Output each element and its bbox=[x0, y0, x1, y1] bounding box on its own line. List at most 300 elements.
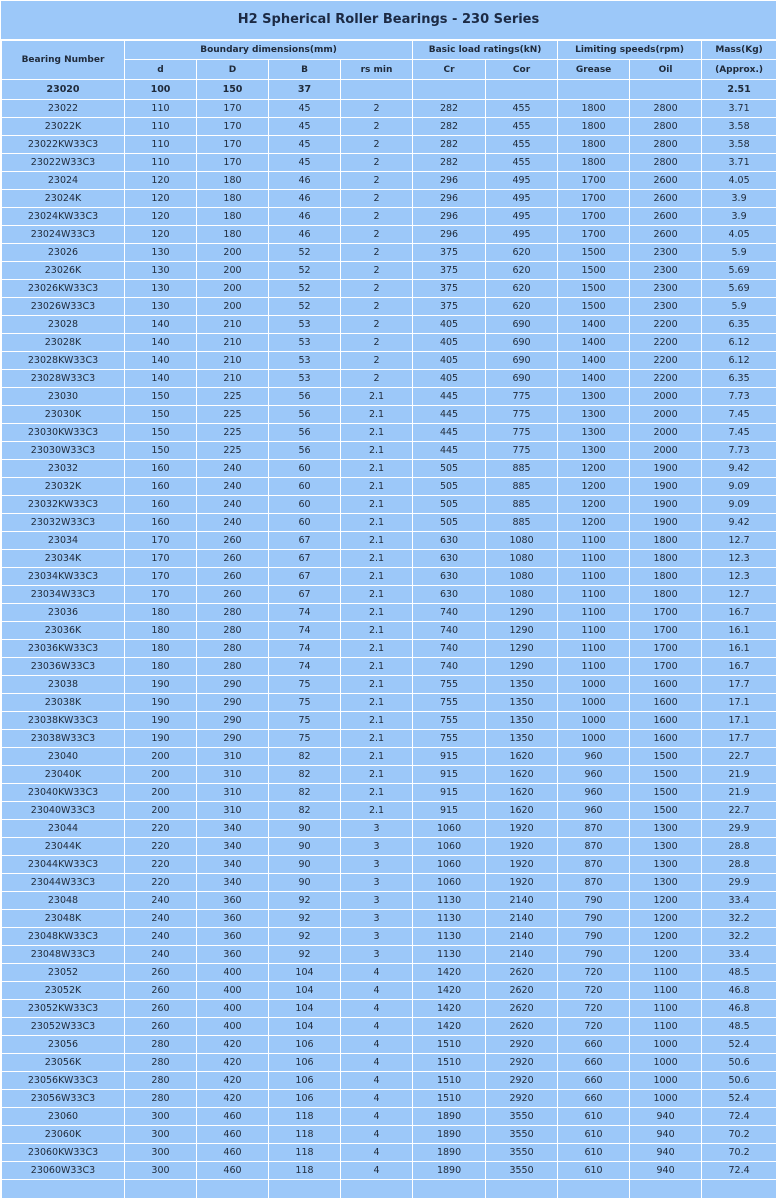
table-cell: 5.69 bbox=[702, 280, 777, 298]
table-cell: 790 bbox=[558, 928, 630, 946]
table-cell: 1130 bbox=[413, 946, 486, 964]
table-cell: 420 bbox=[197, 1090, 269, 1108]
table-cell: 360 bbox=[197, 946, 269, 964]
table-cell: 67 bbox=[269, 550, 341, 568]
table-cell-empty bbox=[2, 1180, 125, 1199]
table-cell: 2300 bbox=[630, 298, 702, 316]
table-cell: 740 bbox=[413, 604, 486, 622]
table-cell: 23048W33C3 bbox=[2, 946, 125, 964]
table-row bbox=[2, 280, 777, 298]
table-cell: 16.7 bbox=[702, 604, 777, 622]
table-cell: 29.9 bbox=[702, 874, 777, 892]
table-cell: 2 bbox=[341, 118, 413, 136]
table-cell: 1890 bbox=[413, 1108, 486, 1126]
header-cor: Cor bbox=[486, 60, 558, 80]
table-row-first bbox=[2, 80, 777, 100]
table-cell: 23044W33C3 bbox=[2, 874, 125, 892]
table-cell: 282 bbox=[413, 136, 486, 154]
table-cell: 260 bbox=[125, 1000, 197, 1018]
table-cell: 1500 bbox=[630, 802, 702, 820]
table-cell: 1130 bbox=[413, 892, 486, 910]
table-cell: 1420 bbox=[413, 1000, 486, 1018]
table-cell: 1600 bbox=[630, 676, 702, 694]
table-cell: 755 bbox=[413, 730, 486, 748]
table-row bbox=[2, 946, 777, 964]
table-cell: 2 bbox=[341, 244, 413, 262]
table-cell: 960 bbox=[558, 802, 630, 820]
table-cell: 775 bbox=[486, 388, 558, 406]
table-cell: 104 bbox=[269, 982, 341, 1000]
table-cell: 240 bbox=[197, 460, 269, 478]
table-cell: 150 bbox=[125, 442, 197, 460]
table-cell: 110 bbox=[125, 100, 197, 118]
table-cell: 290 bbox=[197, 712, 269, 730]
table-cell: 180 bbox=[125, 658, 197, 676]
table-cell: 74 bbox=[269, 640, 341, 658]
table-cell: 2620 bbox=[486, 1000, 558, 1018]
table-cell: 290 bbox=[197, 730, 269, 748]
table-cell: 1600 bbox=[630, 712, 702, 730]
table-cell: 375 bbox=[413, 244, 486, 262]
table-cell: 1800 bbox=[558, 118, 630, 136]
table-cell: 90 bbox=[269, 874, 341, 892]
table-cell: 46 bbox=[269, 208, 341, 226]
table-cell: 23060 bbox=[2, 1108, 125, 1126]
table-cell: 405 bbox=[413, 370, 486, 388]
table-cell: 9.42 bbox=[702, 460, 777, 478]
table-cell: 60 bbox=[269, 514, 341, 532]
table-cell: 220 bbox=[125, 856, 197, 874]
table-cell: 1200 bbox=[630, 946, 702, 964]
table-cell: 3.71 bbox=[702, 100, 777, 118]
table-cell: 1100 bbox=[558, 586, 630, 604]
table-cell: 1800 bbox=[558, 136, 630, 154]
table-cell: 2 bbox=[341, 316, 413, 334]
table-cell: 23060KW33C3 bbox=[2, 1144, 125, 1162]
table-cell: 790 bbox=[558, 946, 630, 964]
table-cell: 70.2 bbox=[702, 1144, 777, 1162]
table-cell: 300 bbox=[125, 1108, 197, 1126]
table-cell: 960 bbox=[558, 766, 630, 784]
table-row bbox=[2, 802, 777, 820]
table-cell: 240 bbox=[125, 910, 197, 928]
table-cell: 92 bbox=[269, 946, 341, 964]
table-cell: 1100 bbox=[630, 1018, 702, 1036]
table-cell: 260 bbox=[197, 532, 269, 550]
table-cell: 2 bbox=[341, 172, 413, 190]
table-cell: 790 bbox=[558, 910, 630, 928]
header-outer-d: D bbox=[197, 60, 269, 80]
table-cell: 1600 bbox=[630, 694, 702, 712]
table-cell: 72.4 bbox=[702, 1162, 777, 1180]
table-cell: 280 bbox=[125, 1036, 197, 1054]
table-cell: 75 bbox=[269, 730, 341, 748]
table-cell: 23048KW33C3 bbox=[2, 928, 125, 946]
table-cell: 74 bbox=[269, 604, 341, 622]
table-cell: 460 bbox=[197, 1108, 269, 1126]
table-cell: 3 bbox=[341, 838, 413, 856]
table-cell: 23028W33C3 bbox=[2, 370, 125, 388]
table-cell: 1600 bbox=[630, 730, 702, 748]
table-cell: 118 bbox=[269, 1144, 341, 1162]
table-cell: 22.7 bbox=[702, 748, 777, 766]
table-cell: 180 bbox=[125, 604, 197, 622]
table-cell: 28.8 bbox=[702, 838, 777, 856]
table-cell: 225 bbox=[197, 406, 269, 424]
table-cell: 2 bbox=[341, 154, 413, 172]
table-cell: 1920 bbox=[486, 838, 558, 856]
table-row bbox=[2, 1090, 777, 1108]
table-cell: 1200 bbox=[630, 928, 702, 946]
table-cell: 1300 bbox=[630, 874, 702, 892]
header-boundary-dimensions: Boundary dimensions(mm) bbox=[125, 41, 413, 60]
table-cell: 17.1 bbox=[702, 712, 777, 730]
table-cell-empty bbox=[125, 1180, 197, 1199]
table-row bbox=[2, 712, 777, 730]
table-cell: 110 bbox=[125, 154, 197, 172]
table-row bbox=[2, 388, 777, 406]
table-cell: 420 bbox=[197, 1036, 269, 1054]
table-cell: 180 bbox=[197, 172, 269, 190]
table-row bbox=[2, 1036, 777, 1054]
table-cell: 23030KW33C3 bbox=[2, 424, 125, 442]
table-cell: 21.9 bbox=[702, 784, 777, 802]
table-cell: 6.12 bbox=[702, 334, 777, 352]
table-row bbox=[2, 100, 777, 118]
table-cell: 1300 bbox=[558, 388, 630, 406]
table-cell: 52 bbox=[269, 298, 341, 316]
table-cell: 296 bbox=[413, 226, 486, 244]
table-cell: 75 bbox=[269, 712, 341, 730]
table-cell: 23022 bbox=[2, 100, 125, 118]
table-cell: 90 bbox=[269, 820, 341, 838]
table-cell: 17.7 bbox=[702, 676, 777, 694]
table-cell: 150 bbox=[125, 406, 197, 424]
table-cell: 23056KW33C3 bbox=[2, 1072, 125, 1090]
table-cell: 620 bbox=[486, 262, 558, 280]
table-cell: 23020 bbox=[2, 80, 125, 100]
header-d: d bbox=[125, 60, 197, 80]
table-row bbox=[2, 748, 777, 766]
table-cell: 60 bbox=[269, 496, 341, 514]
table-cell: 210 bbox=[197, 370, 269, 388]
table-cell: 282 bbox=[413, 118, 486, 136]
table-cell: 400 bbox=[197, 964, 269, 982]
table-cell: 740 bbox=[413, 640, 486, 658]
table-cell: 2000 bbox=[630, 424, 702, 442]
table-row bbox=[2, 892, 777, 910]
table-cell: 23052W33C3 bbox=[2, 1018, 125, 1036]
table-cell: 23044K bbox=[2, 838, 125, 856]
table-cell: 170 bbox=[125, 550, 197, 568]
table-row bbox=[2, 514, 777, 532]
table-row bbox=[2, 262, 777, 280]
table-cell: 23034KW33C3 bbox=[2, 568, 125, 586]
bearing-table bbox=[1, 40, 777, 1199]
table-cell: 960 bbox=[558, 784, 630, 802]
table-cell: 23044 bbox=[2, 820, 125, 838]
table-cell: 1000 bbox=[558, 730, 630, 748]
table-cell: 74 bbox=[269, 622, 341, 640]
table-cell: 67 bbox=[269, 586, 341, 604]
table-cell: 690 bbox=[486, 352, 558, 370]
table-cell: 400 bbox=[197, 1018, 269, 1036]
table-cell: 240 bbox=[125, 928, 197, 946]
table-cell: 690 bbox=[486, 334, 558, 352]
table-cell: 495 bbox=[486, 208, 558, 226]
table-cell: 28.8 bbox=[702, 856, 777, 874]
table-cell: 6.12 bbox=[702, 352, 777, 370]
table-row bbox=[2, 928, 777, 946]
table-cell: 2200 bbox=[630, 316, 702, 334]
table-cell: 3.9 bbox=[702, 208, 777, 226]
table-cell: 46 bbox=[269, 172, 341, 190]
table-cell: 2.1 bbox=[341, 694, 413, 712]
table-cell: 106 bbox=[269, 1054, 341, 1072]
header-approx: (Approx.) bbox=[702, 60, 777, 80]
table-cell: 56 bbox=[269, 442, 341, 460]
table-cell: 2.1 bbox=[341, 604, 413, 622]
table-cell: 37 bbox=[269, 80, 341, 100]
table-cell: 300 bbox=[125, 1126, 197, 1144]
table-cell: 620 bbox=[486, 298, 558, 316]
table-cell: 23026KW33C3 bbox=[2, 280, 125, 298]
table-cell: 720 bbox=[558, 1000, 630, 1018]
table-cell: 120 bbox=[125, 226, 197, 244]
table-cell: 5.9 bbox=[702, 298, 777, 316]
table-cell: 225 bbox=[197, 388, 269, 406]
table-cell: 23030K bbox=[2, 406, 125, 424]
table-cell: 1500 bbox=[558, 298, 630, 316]
table-cell: 52 bbox=[269, 280, 341, 298]
table-cell: 1200 bbox=[558, 514, 630, 532]
table-cell: 60 bbox=[269, 478, 341, 496]
table-row bbox=[2, 1054, 777, 1072]
table-cell: 405 bbox=[413, 352, 486, 370]
table-cell: 92 bbox=[269, 928, 341, 946]
table-cell: 23028K bbox=[2, 334, 125, 352]
table-cell: 1700 bbox=[630, 622, 702, 640]
table-cell: 460 bbox=[197, 1126, 269, 1144]
table-cell: 32.2 bbox=[702, 910, 777, 928]
table-cell: 870 bbox=[558, 874, 630, 892]
table-cell: 1620 bbox=[486, 802, 558, 820]
table-cell bbox=[486, 80, 558, 100]
table-cell: 940 bbox=[630, 1108, 702, 1126]
header-cr: Cr bbox=[413, 60, 486, 80]
table-cell: 53 bbox=[269, 370, 341, 388]
table-cell: 1200 bbox=[630, 910, 702, 928]
table-row bbox=[2, 172, 777, 190]
table-row bbox=[2, 532, 777, 550]
table-cell: 1000 bbox=[558, 694, 630, 712]
table-cell: 1350 bbox=[486, 694, 558, 712]
table-cell: 1700 bbox=[630, 658, 702, 676]
table-cell: 225 bbox=[197, 442, 269, 460]
table-cell: 6.35 bbox=[702, 370, 777, 388]
table-cell-empty bbox=[486, 1180, 558, 1199]
table-cell: 2300 bbox=[630, 244, 702, 262]
table-cell: 23038 bbox=[2, 676, 125, 694]
table-cell: 70.2 bbox=[702, 1126, 777, 1144]
table-cell: 12.7 bbox=[702, 586, 777, 604]
table-cell: 1800 bbox=[630, 586, 702, 604]
table-cell: 180 bbox=[125, 622, 197, 640]
table-cell: 1500 bbox=[558, 262, 630, 280]
table-cell: 1000 bbox=[558, 676, 630, 694]
table-cell: 82 bbox=[269, 802, 341, 820]
table-cell: 1100 bbox=[558, 640, 630, 658]
table-cell: 260 bbox=[125, 982, 197, 1000]
table-cell: 2600 bbox=[630, 208, 702, 226]
table-cell: 660 bbox=[558, 1072, 630, 1090]
table-cell: 5.9 bbox=[702, 244, 777, 262]
table-cell: 23038W33C3 bbox=[2, 730, 125, 748]
table-cell: 690 bbox=[486, 370, 558, 388]
table-cell: 33.4 bbox=[702, 946, 777, 964]
table-cell: 104 bbox=[269, 1000, 341, 1018]
table-row bbox=[2, 478, 777, 496]
table-cell: 2.1 bbox=[341, 496, 413, 514]
table-cell: 405 bbox=[413, 334, 486, 352]
table-cell: 885 bbox=[486, 478, 558, 496]
table-cell: 2800 bbox=[630, 154, 702, 172]
table-cell: 2200 bbox=[630, 334, 702, 352]
table-cell: 2.1 bbox=[341, 784, 413, 802]
table-cell: 360 bbox=[197, 892, 269, 910]
table-cell: 1920 bbox=[486, 856, 558, 874]
table-cell: 885 bbox=[486, 460, 558, 478]
table-cell: 1000 bbox=[630, 1054, 702, 1072]
table-cell: 1080 bbox=[486, 586, 558, 604]
table-cell: 1890 bbox=[413, 1126, 486, 1144]
table-cell: 120 bbox=[125, 172, 197, 190]
table-row bbox=[2, 694, 777, 712]
table-cell: 23022W33C3 bbox=[2, 154, 125, 172]
table-cell: 505 bbox=[413, 460, 486, 478]
table-cell: 160 bbox=[125, 514, 197, 532]
table-cell: 1500 bbox=[558, 280, 630, 298]
table-row bbox=[2, 820, 777, 838]
table-cell: 4 bbox=[341, 1144, 413, 1162]
table-cell: 690 bbox=[486, 316, 558, 334]
table-cell: 2140 bbox=[486, 946, 558, 964]
table-cell: 140 bbox=[125, 370, 197, 388]
table-cell: 2.51 bbox=[702, 80, 777, 100]
table-cell: 2.1 bbox=[341, 424, 413, 442]
table-cell: 32.2 bbox=[702, 928, 777, 946]
table-cell: 50.6 bbox=[702, 1054, 777, 1072]
table-cell: 505 bbox=[413, 478, 486, 496]
table-cell: 1060 bbox=[413, 874, 486, 892]
table-cell: 1900 bbox=[630, 460, 702, 478]
table-cell: 56 bbox=[269, 406, 341, 424]
table-cell: 2920 bbox=[486, 1072, 558, 1090]
table-cell: 1900 bbox=[630, 496, 702, 514]
table-cell: 23038K bbox=[2, 694, 125, 712]
table-cell: 23036KW33C3 bbox=[2, 640, 125, 658]
table-row bbox=[2, 352, 777, 370]
table-cell: 340 bbox=[197, 820, 269, 838]
table-cell: 160 bbox=[125, 496, 197, 514]
table-cell: 2.1 bbox=[341, 766, 413, 784]
table-cell: 495 bbox=[486, 190, 558, 208]
table-cell: 4 bbox=[341, 982, 413, 1000]
table-cell: 610 bbox=[558, 1162, 630, 1180]
table-cell bbox=[413, 80, 486, 100]
table-cell: 1510 bbox=[413, 1090, 486, 1108]
table-cell: 360 bbox=[197, 910, 269, 928]
table-cell: 1290 bbox=[486, 604, 558, 622]
table-row bbox=[2, 730, 777, 748]
table-cell: 420 bbox=[197, 1072, 269, 1090]
table-cell: 52.4 bbox=[702, 1090, 777, 1108]
table-cell: 82 bbox=[269, 766, 341, 784]
table-cell: 1000 bbox=[558, 712, 630, 730]
table-cell: 90 bbox=[269, 838, 341, 856]
table-cell: 1800 bbox=[558, 100, 630, 118]
table-cell: 1350 bbox=[486, 712, 558, 730]
table-cell: 23044KW33C3 bbox=[2, 856, 125, 874]
table-cell-empty bbox=[413, 1180, 486, 1199]
table-row bbox=[2, 622, 777, 640]
table-cell: 1000 bbox=[630, 1036, 702, 1054]
table-cell: 12.7 bbox=[702, 532, 777, 550]
table-cell: 2 bbox=[341, 190, 413, 208]
table-cell: 445 bbox=[413, 442, 486, 460]
table-cell: 3550 bbox=[486, 1108, 558, 1126]
table-cell: 2920 bbox=[486, 1036, 558, 1054]
table-cell: 460 bbox=[197, 1162, 269, 1180]
table-row bbox=[2, 424, 777, 442]
table-cell: 1800 bbox=[558, 154, 630, 172]
table-cell: 9.09 bbox=[702, 478, 777, 496]
table-cell: 2.1 bbox=[341, 550, 413, 568]
table-cell: 2140 bbox=[486, 910, 558, 928]
table-cell: 4 bbox=[341, 1126, 413, 1144]
table-row bbox=[2, 496, 777, 514]
table-cell: 1800 bbox=[630, 550, 702, 568]
table-cell: 23052 bbox=[2, 964, 125, 982]
table-cell: 67 bbox=[269, 568, 341, 586]
table-cell: 282 bbox=[413, 100, 486, 118]
table-row bbox=[2, 1144, 777, 1162]
table-row bbox=[2, 1072, 777, 1090]
table-cell: 3 bbox=[341, 892, 413, 910]
table-cell: 375 bbox=[413, 298, 486, 316]
table-cell: 2000 bbox=[630, 442, 702, 460]
table-cell: 340 bbox=[197, 856, 269, 874]
table-cell: 3550 bbox=[486, 1144, 558, 1162]
table-cell: 23032K bbox=[2, 478, 125, 496]
table-cell: 1620 bbox=[486, 784, 558, 802]
table-cell: 2.1 bbox=[341, 730, 413, 748]
table-cell: 7.73 bbox=[702, 442, 777, 460]
table-cell: 3.58 bbox=[702, 136, 777, 154]
table-row bbox=[2, 784, 777, 802]
table-cell: 23026W33C3 bbox=[2, 298, 125, 316]
table-cell: 23048K bbox=[2, 910, 125, 928]
table-cell: 2 bbox=[341, 334, 413, 352]
table-cell: 2920 bbox=[486, 1054, 558, 1072]
table-row bbox=[2, 316, 777, 334]
table-row bbox=[2, 766, 777, 784]
table-cell: 495 bbox=[486, 172, 558, 190]
table-row bbox=[2, 1000, 777, 1018]
table-cell: 1300 bbox=[630, 838, 702, 856]
table-cell: 4 bbox=[341, 1054, 413, 1072]
table-cell: 870 bbox=[558, 856, 630, 874]
